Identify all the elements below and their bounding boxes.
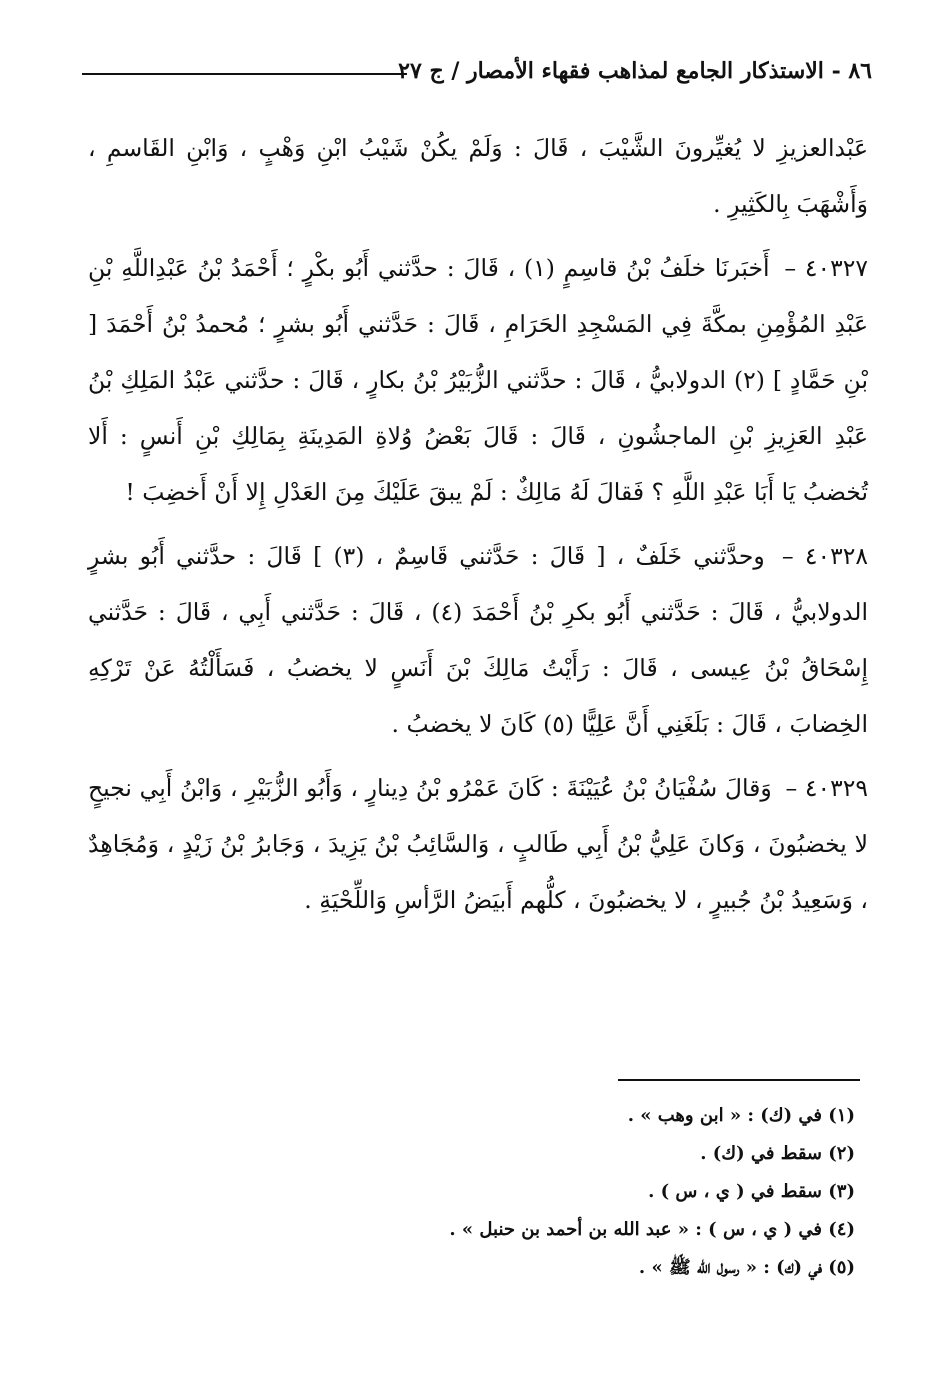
paragraph-number: ٤٠٣٢٨ –: [781, 542, 868, 570]
header-rule: [82, 73, 407, 75]
footnote-separator: [618, 1079, 860, 1081]
footnotes: [200, 1097, 855, 1287]
paragraph-text: أَخبَرنَا خلَفُ بْنُ قاسِمٍ (١) ، قَالَ : حدَّثني أَبُو بكْرٍ ؛ أَحْمَدُ بْنُ عَبْدِاللَّهِ بْنِ عَبْدِ المُؤْمِنِ بمكَّةَ فِي المَسْجِدِ الحَرَامِ ، قَالَ : حَدَّثني أَبُو بشرٍ ؛ مُحمدُ بْنُ أَحْمَدَ [ بْنِ حَمَّادٍ ] (٢) الدولابيُّ ، قَالَ : حدَّثني الزُّبَيْرُ بْنُ بكارٍ ، قَالَ : حدَّثني عَبْدُ المَلِكِ بْنُ عَبْدِ العَزِيزِ بْنِ الماجشُونِ ، قَالَ : قَالَ بَعْضُ وُلاةِ المَدِينَةِ بِمَالِكِ بْنِ أَنسٍ : أَلا تُخضبُ يَا أَبَا عَبْدِ اللَّهِ ؟ فَقالَ لَهُ مَالِكٌ : لَمْ يبقَ عَلَيْكَ مِنَ العَدْلِ إِلا أَنْ أَخضِبَ !: [88, 254, 868, 506]
paragraph-40328: [88, 528, 868, 752]
footnote-4: (٤) في ( ي ، س ) : « عبد الله بن أحمد بن حنبل » .: [449, 1219, 855, 1240]
paragraph-number: ٤٠٣٢٩ –: [785, 774, 868, 802]
footnote-1: (١) في (ك) : « ابن وهب » .: [627, 1105, 855, 1126]
paragraph-text: وحدَّثني خَلَفٌ ، [ قَالَ : حَدَّثني قَاسِمٌ ، (٣) ] قَالَ : حدَّثني أَبُو بشرٍ الدولابيُّ ، قَالَ : حَدَّثني أَبُو بكرِ بْنُ أَحْمَدَ (٤) ، قَالَ : حَدَّثني أَبِي ، قَالَ : حَدَّثني إِسْحَاقُ بْنُ عِيسى ، قَالَ : رَأَيْتُ مَالِكَ بْنَ أَنَسٍ لا يخضبُ ، فَسَأَلْتُهُ عَنْ تَرْكِهِ الخِضابَ ، قَالَ : بَلَغَنِي أَنَّ عَلِيًّا (٥) كَانَ لا يخضبُ .: [88, 542, 868, 738]
running-header: [82, 58, 872, 94]
footnote-3: (٣) سقط في ( ي ، س ) .: [648, 1181, 855, 1202]
paragraph-continuation: [88, 120, 868, 232]
footnote-5: (٥) في (ك) : « رسول الله ﷺ » .: [638, 1257, 855, 1278]
footnote-2: (٢) سقط في (ك) .: [700, 1143, 855, 1164]
paragraph-text: وَقالَ سُفْيَانُ بْنُ عُيَيْنَةَ : كَانَ عَمْرُو بْنُ دِينارٍ ، وَأَبُو الزُّبَيْرِ ، وَابْنُ أَبِي نجيحٍ لا يخضبُونَ ، وَكانَ عَلِيُّ بْنُ أَبِي طَالبٍ ، وَالسَّائِبُ بْنُ يَزِيدَ ، وَجَابرُ بْنُ زَيْدٍ ، وَمُجَاهِدٌ ، وَسَعِيدُ بْنُ جُبيرٍ ، لا يخضبُونَ ، كلُّهم أَبيَضُ الرَّأسِ وَاللِّحْيَةِ .: [88, 774, 868, 914]
paragraph-text: عَبْدالعزيزِ لا يُغيِّرونَ الشَّيْبَ ، قَالَ : وَلَمْ يكُنْ شَيْبُ ابْنِ وَهْبٍ ، وَابْنِ القَاسمِ ، وَأَشْهَبَ بِالكَثِيرِ .: [88, 134, 868, 218]
main-text: [88, 120, 868, 936]
header-title: ٨٦ - الاستذكار الجامع لمذاهب فقهاء الأمصار / ج ٢٧: [398, 58, 872, 84]
paragraph-40329: [88, 760, 868, 928]
paragraph-40327: [88, 240, 868, 520]
paragraph-number: ٤٠٣٢٧ –: [784, 254, 868, 282]
